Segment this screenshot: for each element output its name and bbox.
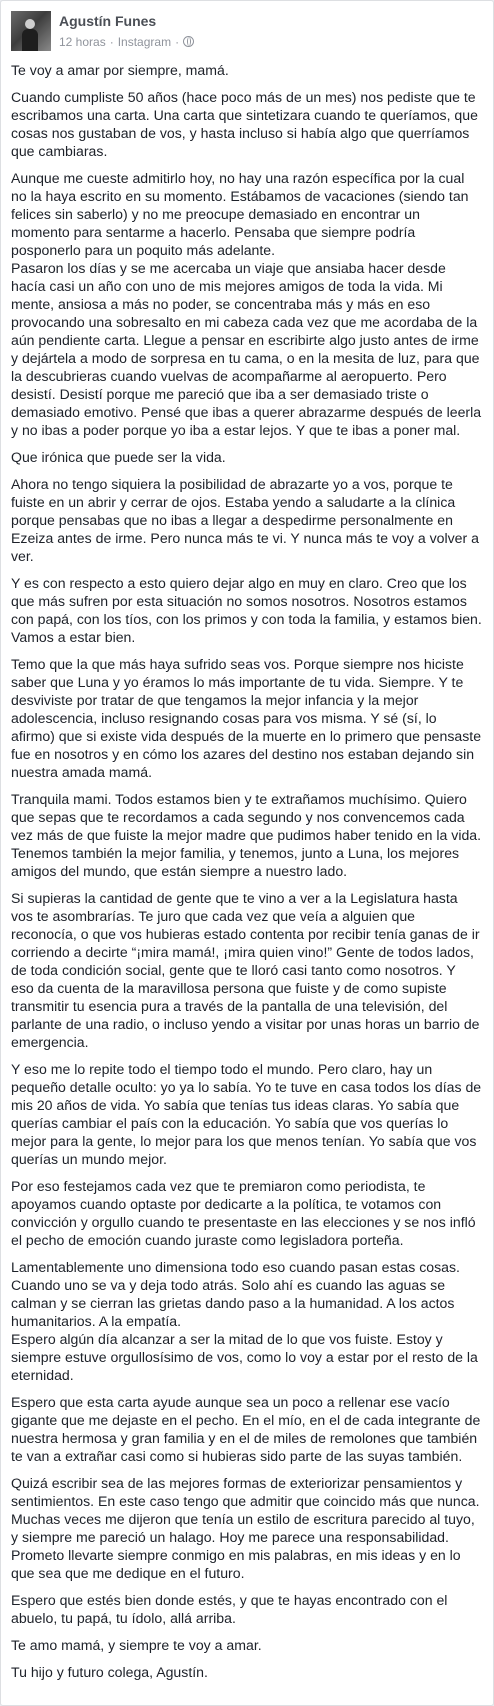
post-paragraph: Aunque me cueste admitirlo hoy, no hay una razón específica por la cual no la haya escrito en su momento. Estábamos de vacaciones (siendo tan felices sin saberlo) y no me preocupe demasiado en encontrar un momento para sentarme a hacerlo. Pensaba que siempre podría posponerlo para un poquito más adelante. Pasaron los días y se me acercaba un viaje que ansiaba hacer desde hacía casi un año con uno de mis mejores amigos de toda la vida. Mi mente, ansiosa a más no poder, se concentraba más y más en eso provocando una sobresalto en mi cabeza cada vez que me acordaba de la aún pendiente carta. Llegue a pensar en escribirte algo justo antes de irme y dejártela a modo de sorpresa en tu cama, o en la mesita de luz, para que la descubrieras cuando vuelvas de acompañarme al aeropuerto. Pero desistí. Desistí porque me pareció que iba a ser demasiado triste o demasiado emotivo. Pensé que ibas a querer abrazarme después de leerla y no ibas a poder porque yo iba a estar lejos. Y que te ibas a poner mal. [11,170,482,438]
author-name[interactable]: Agustín Funes [59,13,157,29]
post-meta [59,35,194,49]
post-paragraph: Tu hijo y futuro colega, Agustín. [11,1664,208,1680]
post-paragraph: Cuando cumpliste 50 años (hace poco más de un mes) nos pediste que te escribamos una carta. Una carta que sintetizara cuando te queríamos, que cosas nos gustaban de vos, y hasta incluso si había algo que querríamos que cambiaras. [11,89,478,159]
post-paragraph: Espero que esta carta ayude aunque sea un poco a rellenar ese vacío gigante que me dejaste en el pecho. En el mío, en el de cada integrante de nuestra hermosa y gran familia y en el de miles de remolones que también te van a extrañar casi como si hubieras sido parte de las suyas también. [11,1394,481,1464]
post-paragraph: Espero que estés bien donde estés, y que te hayas encontrado con el abuelo, tu papá, tu ídolo, allá arriba. [11,1592,448,1626]
post-paragraph: Si supieras la cantidad de gente que te vino a ver a la Legislatura hasta vos te asombrarías. Te juro que cada vez que veía a alguien que reconocía, o que vos hubieras estado contenta por recibir tenía ganas de ir corriendo a decirte “¡mira mamá!, ¡mira quien vino!” Gente de todos lados, de toda condición social, gente que te lloró casi tanto como nosotros. Y eso da cuenta de la maravillosa persona que fuiste y de como supiste transmitir tu esencia pura a través de la pantalla de una televisión, del parlante de una radio, o incluso yendo a visitar por unas horas un barrio de emergencia. [11,890,480,1050]
post-paragraph: Te voy a amar por siempre, mamá. [11,62,229,78]
post-paragraph: Y es con respecto a esto quiero dejar algo en muy en claro. Creo que los que más sufren por esta situación no somos nosotros. Nosotros estamos con papá, con los tíos, con los primos y con toda la familia, y estamos bien. Vamos a estar bien. [11,575,482,645]
post-paragraph: Que irónica que puede ser la vida. [11,449,226,465]
post-paragraph: Y eso me lo repite todo el tiempo todo el mundo. Pero claro, hay un pequeño detalle oculto: yo ya lo sabía. Yo te tuve en casa todos los días de mis 20 años de vida. Yo sabía que tenías tus ideas claras. Yo sabía que querías cambiar el país con la educación. Yo sabía que vos querías lo mejor para la gente, lo mejor para los que menos tenían. Yo sabía que vos querías un mundo mejor. [11,1061,482,1167]
post-paragraph: Quizá escribir sea de las mejores formas de exteriorizar pensamientos y sentimientos. En este caso tengo que admitir que coincido más que nunca. Muchas veces me dijeron que tenía un estilo de escritura parecido al tuyo, y siempre me pareció un halago. Hoy me parece una responsabilidad. Prometo llevarte siempre conmigo en mis palabras, en mis ideas y en lo que sea que me dedique en el futuro. [11,1475,480,1581]
globe-icon[interactable] [183,36,194,47]
meta-separator-2: · [175,35,180,49]
post-paragraph: Lamentablemente uno dimensiona todo eso cuando pasan estas cosas. Cuando uno se va y deja todo atrás. Solo ahí es cuando las aguas se calman y se cierran las grietas dando paso a la humanidad. A los actos humanitarios. A la empatía. Espero algún día alcanzar a ser la mitad de lo que vos fuiste. Estoy y siempre estuve orgullosísimo de vos, como lo voy a estar por el resto de la eternidad. [11,1259,478,1383]
meta-separator: · [109,35,114,49]
avatar-head [25,19,35,29]
post-header [11,11,481,55]
post-body [11,61,482,1690]
post-paragraph: Ahora no tengo siquiera la posibilidad de abrazarte yo a vos, porque te fuiste en un abrir y cerrar de ojos. Estaba yendo a saludarte a la clínica porque pensabas que no ibas a llegar a despedirme personalmente en Ezeiza antes de irme. Pero nunca más te vi. Y nunca más te voy a volver a ver. [11,476,479,564]
post-paragraph: Temo que la que más haya sufrido seas vos. Porque siempre nos hiciste saber que Luna y yo éramos lo más importante de tu vida. Siempre. Y te desviviste por tratar de que tengamos la mejor infancia y la mejor adolescencia, incluso resignando cosas para vos misma. Y sé (sí, lo afirmo) que si existe vida después de la muerte en lo primero que pensaste fue en nosotros y en cómo los azares del destino nos estaban dejando sin nuestra amada mamá. [11,656,482,780]
avatar[interactable] [11,11,51,51]
post-paragraph: Por eso festejamos cada vez que te premiaron como periodista, te apoyamos cuando optaste por dedicarte a la política, te votamos con convicción y orgullo cuando te presentaste en las elecciones y se nos infló el pecho de emoción cuando juraste como legisladora porteña. [11,1178,476,1248]
post-source: Instagram [117,35,172,49]
post-paragraph: Tranquila mami. Todos estamos bien y te extrañamos muchísimo. Quiero que sepas que te recordamos a cada segundo y nos convencemos cada vez más de que fuiste la mejor madre que pudimos haber tenido en la vida. Tenemos también la mejor familia, y tenemos, junto a Luna, los mejores amigos del mundo, que están siempre a nuestro lado. [11,791,482,879]
post-paragraph: Te amo mamá, y siempre te voy a amar. [11,1637,262,1653]
avatar-body [22,29,38,51]
post-timestamp[interactable]: 12 horas [59,35,106,49]
